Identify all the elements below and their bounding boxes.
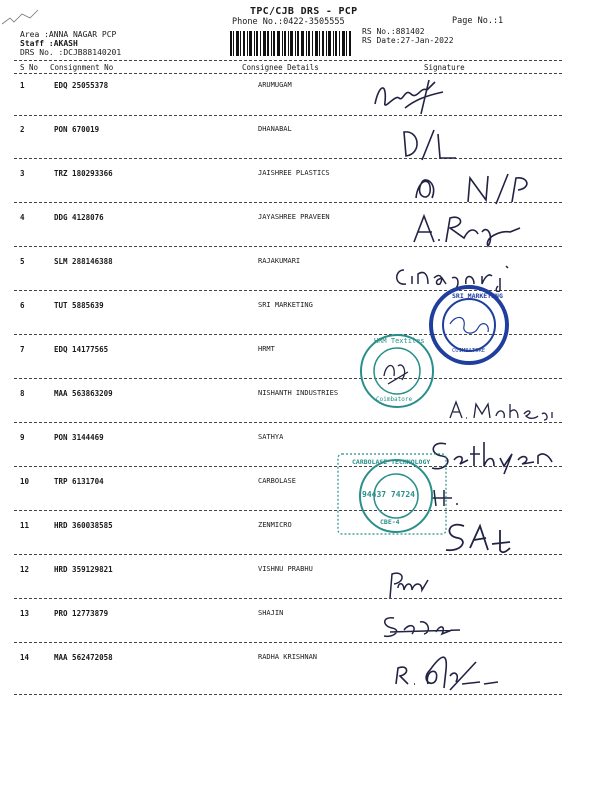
sri-marketing-stamp-text: SRI MARKETING <box>452 292 503 300</box>
row-sno: 7 <box>20 345 25 354</box>
carbolase-stamp-text: CARBOLASE TECHNOLOGY <box>352 458 431 466</box>
signature-row-8 <box>448 398 558 422</box>
page-number: Page No.:1 <box>452 16 504 26</box>
carbolase-stamp-code: CBE-4 <box>380 518 400 526</box>
row-rule <box>14 510 562 511</box>
signature-row-14 <box>390 640 510 696</box>
row-consignment: PON 3144469 <box>54 433 104 442</box>
row-consignment: HRD 359129821 <box>54 565 113 574</box>
row-sno: 8 <box>20 389 25 398</box>
row-sno: 11 <box>20 521 30 530</box>
row-consignment: SLM 288146388 <box>54 257 113 266</box>
row-consignment: HRD 360038585 <box>54 521 113 530</box>
row-sno: 4 <box>20 213 25 222</box>
row-rule <box>14 158 562 159</box>
row-consignee: JAISHREE PLASTICS <box>258 169 330 177</box>
row-consignee: SATHYA <box>258 433 284 441</box>
row-rule <box>14 598 562 599</box>
header-right-block <box>362 27 454 45</box>
row-consignment: MAA 563863209 <box>54 389 113 398</box>
row-sno: 6 <box>20 301 25 310</box>
row-consignee: JAYASHREE PRAVEEN <box>258 213 330 221</box>
sri-marketing-stamp-city: COIMBATORE <box>452 348 486 354</box>
row-consignee: RADHA KRISHNAN <box>258 653 318 661</box>
row-sno: 9 <box>20 433 25 442</box>
row-sno: 10 <box>20 477 30 486</box>
signature-row-1 <box>365 74 455 116</box>
row-consignee: NISHANTH INDUSTRIES <box>258 389 339 397</box>
hrm-textiles-stamp-city: Coimbatore <box>376 396 413 403</box>
row-consignment: PON 670019 <box>54 125 100 134</box>
row-consignment: MAA 562472058 <box>54 653 113 662</box>
signature-row-11 <box>440 520 520 554</box>
row-rule <box>14 115 562 116</box>
row-consignee: HRMT <box>258 345 275 353</box>
col-consignment: Consignment No <box>50 63 114 72</box>
row-sno: 2 <box>20 125 25 134</box>
row-sno: 1 <box>20 81 25 90</box>
col-consignee: Consignee Details <box>242 63 319 72</box>
header-top-rule <box>14 60 562 61</box>
col-signature: Signature <box>424 63 465 72</box>
row-consignment: TRP 6131704 <box>54 477 104 486</box>
phone-number: Phone No.:0422-3505555 <box>232 17 345 27</box>
rs-date: RS Date:27-Jan-2022 <box>362 36 454 45</box>
col-sno: S No <box>20 63 39 72</box>
hrm-textiles-stamp-text: HRM Textiles <box>374 337 425 345</box>
area-label: Area :ANNA NAGAR PCP <box>20 30 117 39</box>
row-rule <box>14 378 562 379</box>
rs-number: RS No.:881402 <box>362 27 425 36</box>
row-consignee: SRI MARKETING <box>258 301 313 309</box>
row-consignment: DDG 4128076 <box>54 213 104 222</box>
row-consignee: RAJAKUMARI <box>258 257 301 265</box>
row-sno: 14 <box>20 653 30 662</box>
header-left-block <box>20 30 121 57</box>
signature-row-4 <box>410 208 530 250</box>
row-consignee: ZENMICRO <box>258 521 292 529</box>
staff-label: Staff :AKASH <box>20 39 78 48</box>
row-consignment: TUT 5885639 <box>54 301 104 310</box>
sheet-title: TPC/CJB DRS - PCP <box>250 6 358 17</box>
row-sno: 3 <box>20 169 25 178</box>
row-sno: 13 <box>20 609 30 618</box>
row-consignee: ARUMUGAM <box>258 81 292 89</box>
row-rule <box>14 422 562 423</box>
header-bottom-rule <box>14 73 562 74</box>
drs-number: DRS No. :DCJB88140201 <box>20 48 122 57</box>
row-consignment: EDQ 14177565 <box>54 345 109 354</box>
barcode <box>230 31 352 56</box>
carbolase-stamp-phone: 94437 74724 <box>362 490 415 499</box>
row-sno: 5 <box>20 257 25 266</box>
signature-row-2 <box>400 124 460 164</box>
row-sno: 12 <box>20 565 30 574</box>
row-consignee: DHANABAL <box>258 125 292 133</box>
row-consignment: TRZ 180293366 <box>54 169 113 178</box>
row-consignee: CARBOLASE <box>258 477 296 485</box>
row-consignee: VISHNU PRABHU <box>258 565 313 573</box>
signature-row-13 <box>380 612 470 642</box>
row-consignment: EDQ 25055378 <box>54 81 109 90</box>
signature-row-12 <box>384 566 434 602</box>
row-consignment: PRO 12773879 <box>54 609 109 618</box>
row-rule <box>14 554 562 555</box>
corner-scribble <box>0 8 40 28</box>
signature-row-3 <box>408 168 558 208</box>
row-consignee: SHAJIN <box>258 609 284 617</box>
